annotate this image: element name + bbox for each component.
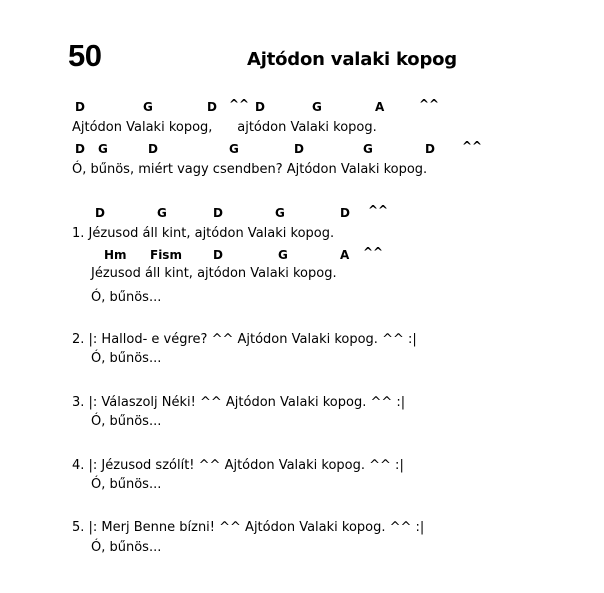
chord: D [340,206,350,220]
verse-line: 5. |: Merj Benne bízni! ^^ Ajtódon Valaki kopog. ^^ :| [72,520,425,535]
song-number: 50 [68,38,102,73]
chord-marker: ^^ [462,139,483,153]
chord-marker: ^^ [363,245,384,259]
chord: D [213,248,223,262]
chord: G [312,100,322,114]
chord: D [75,100,85,114]
chord: D [255,100,265,114]
chord: Fism [150,248,182,262]
chord: D [213,206,223,220]
refrain-line: Ó, bűnös... [91,414,162,429]
chord: G [278,248,288,262]
lyric-line: Jézusod áll kint, ajtódon Valaki kopog. [91,266,337,281]
chord: G [157,206,167,220]
chord: G [275,206,285,220]
chord: A [340,248,350,262]
chord: D [148,142,158,156]
chord-marker: ^^ [419,97,440,111]
refrain-line: Ó, bűnös... [91,477,162,492]
song-title: Ajtódon valaki kopog [247,49,457,70]
chord: G [229,142,239,156]
chord: A [375,100,385,114]
chord: D [75,142,85,156]
refrain-line: Ó, bűnös... [91,351,162,366]
refrain-line: Ó, bűnös... [91,540,162,555]
lyric-line: Ajtódon Valaki kopog, ajtódon Valaki kopog. [72,120,377,135]
chord: D [207,100,217,114]
verse-line: 4. |: Jézusod szólít! ^^ Ajtódon Valaki kopog. ^^ :| [72,458,404,473]
chord: G [143,100,153,114]
chord: D [425,142,435,156]
chord: G [363,142,373,156]
chord: D [95,206,105,220]
lyric-line: 1. Jézusod áll kint, ajtódon Valaki kopog. [72,226,335,241]
chord: Hm [104,248,127,262]
chord: D [294,142,304,156]
chord-marker: ^^ [368,203,389,217]
lyric-line: Ó, bűnös, miért vagy csendben? Ajtódon Valaki kopog. [72,162,428,177]
verse-line: 3. |: Válaszolj Néki! ^^ Ajtódon Valaki kopog. ^^ :| [72,395,406,410]
verse-line: 2. |: Hallod- e végre? ^^ Ajtódon Valaki kopog. ^^ :| [72,332,417,347]
chord-marker: ^^ [229,97,250,111]
refrain-line: Ó, bűnös... [91,290,162,305]
chord: G [98,142,108,156]
